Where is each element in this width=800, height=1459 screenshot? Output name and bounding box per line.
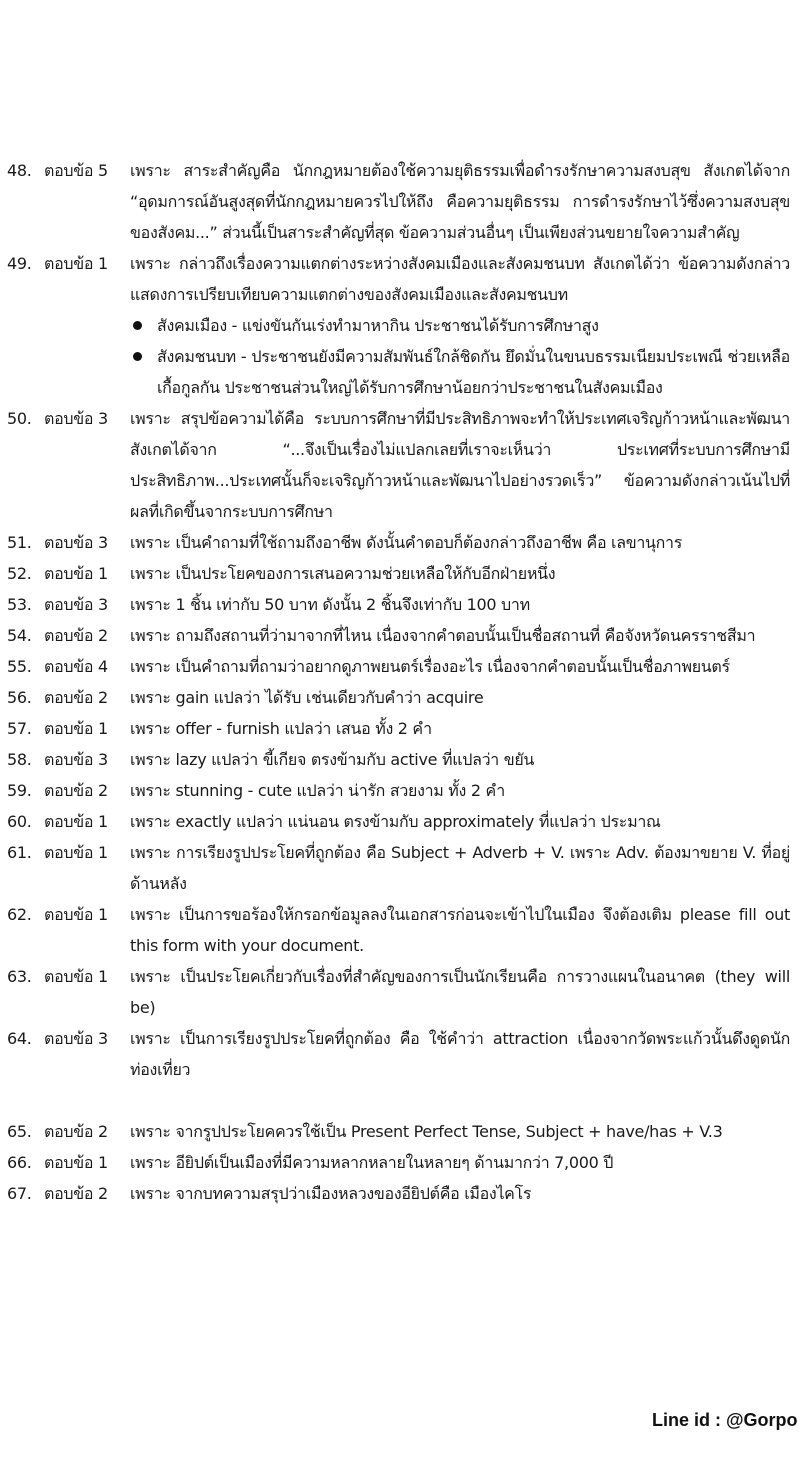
answer-explanation: เพราะ การเรียงรูปประโยคที่ถูกต้อง คือ Subject + Adverb + V. เพราะ Adv. ต้องมาขยาย V. ที่อยู่ด้านหลัง bbox=[130, 843, 790, 893]
answer-key bbox=[0, 155, 800, 1209]
answer-choice: ตอบข้อ 1 bbox=[44, 843, 108, 862]
answer-choice: ตอบข้อ 1 bbox=[44, 812, 108, 831]
answer-choice: ตอบข้อ 3 bbox=[44, 533, 108, 552]
answer-explanation: เพราะ เป็นประโยคของการเสนอความช่วยเหลือให้กับอีกฝ่ายหนึ่ง bbox=[130, 564, 556, 583]
answer-explanation: เพราะ สาระสำคัญคือ นักกฎหมายต้องใช้ความยุติธรรมเพื่อดำรงรักษาความสงบสุข สังเกตได้จาก “อุดมการณ์อันสูงสุดที่นักกฎหมายควรไปให้ถึง คือความยุติธรรม การดำรงรักษาไว้ซึ่งความสงบสุขของสังคม...” ส่วนนี้เป็นสาระสำคัญที่สุด ข้อความส่วนอื่นๆ เป็นเพียงส่วนขยายใจความสำคัญ bbox=[130, 161, 790, 242]
answer-choice: ตอบข้อ 3 bbox=[44, 595, 108, 614]
answer-explanation: เพราะ lazy แปลว่า ขี้เกียจ ตรงข้ามกับ active ที่แปลว่า ขยัน bbox=[130, 750, 535, 769]
bullet-item-urban bbox=[130, 310, 790, 341]
answer-explanation: เพราะ เป็นคำถามที่ถามว่าอยากดูภาพยนตร์เรื่องอะไร เนื่องจากคำตอบนั้นเป็นชื่อภาพยนตร์ bbox=[130, 657, 730, 676]
question-number: 61. bbox=[7, 843, 32, 862]
answer-explanation: เพราะ stunning - cute แปลว่า น่ารัก สวยงาม ทั้ง 2 คำ bbox=[130, 781, 505, 800]
answer-choice: ตอบข้อ 1 bbox=[44, 1153, 108, 1172]
bullet-list bbox=[130, 310, 790, 403]
question-number: 67. bbox=[7, 1184, 32, 1203]
answer-choice: ตอบข้อ 2 bbox=[44, 1122, 108, 1141]
answer-item-59 bbox=[0, 775, 800, 806]
bullet-icon bbox=[133, 321, 142, 330]
answer-explanation: เพราะ จากรูปประโยคควรใช้เป็น Present Perfect Tense, Subject + have/has + V.3 bbox=[130, 1122, 723, 1141]
answer-explanation: เพราะ 1 ชิ้น เท่ากับ 50 บาท ดังนั้น 2 ชิ้นจึงเท่ากับ 100 บาท bbox=[130, 595, 530, 614]
question-number: 63. bbox=[7, 967, 32, 986]
question-number: 58. bbox=[7, 750, 32, 769]
answer-item-67 bbox=[0, 1178, 800, 1209]
question-number: 53. bbox=[7, 595, 32, 614]
question-number: 66. bbox=[7, 1153, 32, 1172]
answer-item-57 bbox=[0, 713, 800, 744]
answer-explanation: เพราะ จากบทความสรุปว่าเมืองหลวงของอียิปต์คือ เมืองไคโร bbox=[130, 1184, 532, 1203]
section-spacer bbox=[0, 1085, 800, 1116]
question-number: 60. bbox=[7, 812, 32, 831]
answer-explanation: เพราะ ถามถึงสถานที่ว่ามาจากที่ไหน เนื่องจากคำตอบนั้นเป็นชื่อสถานที่ คือจังหวัดนครราชสีมา bbox=[130, 626, 756, 645]
question-number: 54. bbox=[7, 626, 32, 645]
answer-explanation-text: เพราะ กล่าวถึงเรื่องความแตกต่างระหว่างสังคมเมืองและสังคมชนบท สังเกตได้ว่า ข้อความดังกล่าว แสดงการเปรียบเทียบความแตกต่างของสังคมเมืองและสังคมชนบท bbox=[130, 254, 790, 304]
answer-item-56 bbox=[0, 682, 800, 713]
answer-choice: ตอบข้อ 1 bbox=[44, 254, 108, 273]
answer-item-66 bbox=[0, 1147, 800, 1178]
answer-choice: ตอบข้อ 1 bbox=[44, 905, 108, 924]
answer-item-50 bbox=[0, 403, 800, 527]
bullet-text: สังคมชนบท - ประชาชนยังมีความสัมพันธ์ใกล้ชิดกัน ยึดมั่นในขนบธรรมเนียมประเพณี ช่วยเหลือเกื้อกูลกัน ประชาชนส่วนใหญ่ได้รับการศึกษาน้อยกว่าประชาชนในสังคมเมือง bbox=[157, 347, 790, 397]
question-number: 51. bbox=[7, 533, 32, 552]
answer-explanation: เพราะ offer - furnish แปลว่า เสนอ ทั้ง 2 คำ bbox=[130, 719, 432, 738]
question-number: 65. bbox=[7, 1122, 32, 1141]
question-number: 62. bbox=[7, 905, 32, 924]
answer-choice: ตอบข้อ 1 bbox=[44, 719, 108, 738]
question-number: 48. bbox=[7, 161, 32, 180]
question-number: 50. bbox=[7, 409, 32, 428]
bullet-icon bbox=[133, 352, 142, 361]
answer-explanation: เพราะ เป็นประโยคเกี่ยวกับเรื่องที่สำคัญของการเป็นนักเรียนคือ การวางแผนในอนาคต (they will be) bbox=[130, 967, 790, 1017]
answer-item-55 bbox=[0, 651, 800, 682]
bullet-item-rural bbox=[130, 341, 790, 403]
answer-explanation: เพราะ exactly แปลว่า แน่นอน ตรงข้ามกับ approximately ที่แปลว่า ประมาณ bbox=[130, 812, 661, 831]
question-number: 64. bbox=[7, 1029, 32, 1048]
answer-explanation: เพราะ gain แปลว่า ได้รับ เช่นเดียวกับคำว่า acquire bbox=[130, 688, 484, 707]
answer-explanation: เพราะ เป็นการเรียงรูปประโยคที่ถูกต้อง คือ ใช้คำว่า attraction เนื่องจากวัดพระแก้วนั้นดึงดูดนักท่องเที่ยว bbox=[130, 1029, 790, 1079]
line-id-footer: Line id : @Gorpo bbox=[652, 1410, 798, 1430]
answer-choice: ตอบข้อ 1 bbox=[44, 564, 108, 583]
answer-item-52 bbox=[0, 558, 800, 589]
question-number: 55. bbox=[7, 657, 32, 676]
answer-choice: ตอบข้อ 3 bbox=[44, 750, 108, 769]
answer-choice: ตอบข้อ 4 bbox=[44, 657, 108, 676]
answer-choice: ตอบข้อ 3 bbox=[44, 409, 108, 428]
answer-item-51 bbox=[0, 527, 800, 558]
question-number: 59. bbox=[7, 781, 32, 800]
answer-item-62 bbox=[0, 899, 800, 961]
answer-explanation: เพราะ เป็นการขอร้องให้กรอกข้อมูลลงในเอกสารก่อนจะเข้าไปในเมือง จึงต้องเติม please fill out this form with your document. bbox=[130, 905, 790, 955]
answer-item-54 bbox=[0, 620, 800, 651]
answer-explanation: เพราะ สรุปข้อความได้คือ ระบบการศึกษาที่มีประสิทธิภาพจะทำให้ประเทศเจริญก้าวหน้าและพัฒนา สังเกตได้จาก “...จึงเป็นเรื่องไม่แปลกเลยที่เราจะเห็นว่า ประเทศที่ระบบการศึกษามีประสิทธิภาพ...ประเทศนั้นก็จะเจริญก้าวหน้าและพัฒนาไปอย่างรวดเร็ว” ข้อความดังกล่าวเน้นไปที่ผลที่เกิดขึ้นจากระบบการศึกษา bbox=[130, 409, 790, 521]
question-number: 56. bbox=[7, 688, 32, 707]
answer-choice: ตอบข้อ 2 bbox=[44, 781, 108, 800]
answer-item-48 bbox=[0, 155, 800, 248]
answer-choice: ตอบข้อ 2 bbox=[44, 688, 108, 707]
question-number: 52. bbox=[7, 564, 32, 583]
answer-choice: ตอบข้อ 2 bbox=[44, 626, 108, 645]
answer-choice: ตอบข้อ 5 bbox=[44, 161, 108, 180]
answer-item-64 bbox=[0, 1023, 800, 1085]
answer-item-63 bbox=[0, 961, 800, 1023]
answer-item-60 bbox=[0, 806, 800, 837]
answer-item-58 bbox=[0, 744, 800, 775]
answer-item-49 bbox=[0, 248, 800, 403]
answer-choice: ตอบข้อ 2 bbox=[44, 1184, 108, 1203]
answer-item-61 bbox=[0, 837, 800, 899]
answer-choice: ตอบข้อ 1 bbox=[44, 967, 108, 986]
question-number: 49. bbox=[7, 254, 32, 273]
answer-item-53 bbox=[0, 589, 800, 620]
answer-item-65 bbox=[0, 1116, 800, 1147]
answer-explanation bbox=[130, 248, 790, 403]
answer-choice: ตอบข้อ 3 bbox=[44, 1029, 108, 1048]
bullet-text: สังคมเมือง - แข่งขันกันเร่งทำมาหากิน ประชาชนได้รับการศึกษาสูง bbox=[157, 316, 599, 335]
answer-explanation: เพราะ อียิปต์เป็นเมืองที่มีความหลากหลายในหลายๆ ด้านมากว่า 7,000 ปี bbox=[130, 1153, 614, 1172]
answer-explanation: เพราะ เป็นคำถามที่ใช้ถามถึงอาชีพ ดังนั้นคำตอบก็ต้องกล่าวถึงอาชีพ คือ เลขานุการ bbox=[130, 533, 683, 552]
question-number: 57. bbox=[7, 719, 32, 738]
